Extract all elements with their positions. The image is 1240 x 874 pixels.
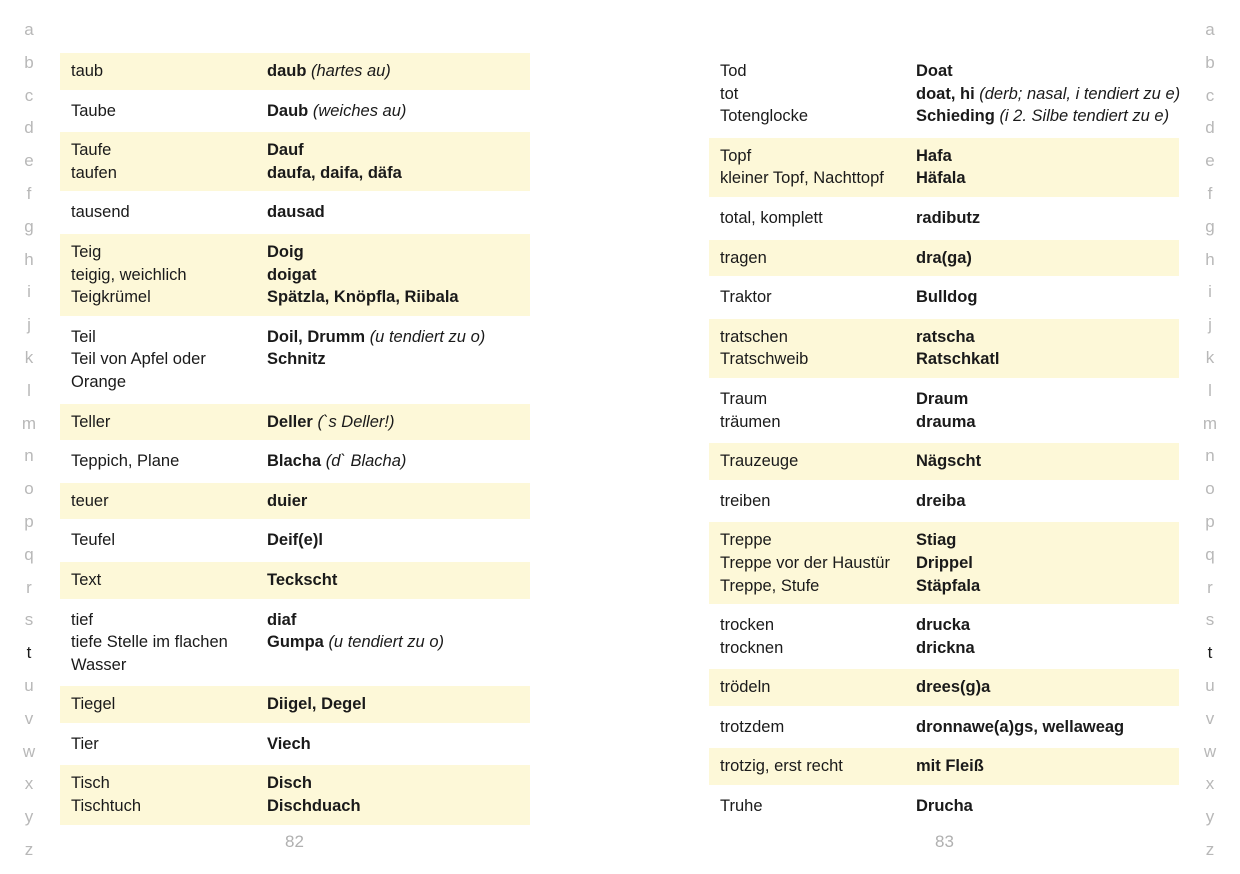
dialect-word: Diigel, Degel bbox=[267, 695, 367, 714]
german-word: Tod bbox=[720, 62, 747, 80]
dialect-translation bbox=[916, 207, 980, 230]
index-letter-e: e bbox=[1205, 151, 1215, 171]
index-letter-b: b bbox=[24, 52, 34, 72]
german-word: Teigkrümel bbox=[71, 288, 151, 307]
dialect-word: Doat bbox=[916, 62, 953, 80]
dialect-translation bbox=[267, 201, 325, 224]
entry-line bbox=[720, 247, 1168, 270]
german-word: Teil von Apfel oder bbox=[71, 350, 206, 369]
index-letter-o: o bbox=[24, 479, 34, 499]
dictionary-entry bbox=[60, 765, 530, 824]
dictionary-entry bbox=[60, 234, 530, 316]
dialect-translation bbox=[267, 241, 304, 264]
german-word: Teppich, Plane bbox=[71, 452, 180, 471]
dialect-word: Doig bbox=[267, 242, 304, 261]
dictionary-entry bbox=[60, 562, 530, 599]
entry-line bbox=[71, 529, 519, 552]
index-letter-p: p bbox=[24, 511, 34, 531]
dialect-word: Dauf bbox=[267, 141, 304, 160]
dictionary-entry bbox=[709, 200, 1179, 237]
index-letter-h: h bbox=[1205, 249, 1215, 269]
entry-line bbox=[71, 60, 519, 83]
entry-line bbox=[720, 83, 1181, 106]
dictionary-entry bbox=[709, 319, 1179, 378]
german-word: total, komplett bbox=[720, 208, 823, 227]
dictionary-entry bbox=[709, 381, 1179, 440]
entry-line bbox=[71, 411, 519, 434]
entry-line bbox=[71, 286, 519, 309]
entry-line bbox=[720, 105, 1168, 128]
index-letter-y: y bbox=[1205, 807, 1215, 827]
entry-line bbox=[720, 614, 1168, 637]
dictionary-entry bbox=[709, 53, 1179, 135]
index-letter-o: o bbox=[1205, 479, 1215, 499]
dictionary-entry bbox=[709, 443, 1179, 480]
entry-line bbox=[720, 411, 1168, 434]
dialect-word: Teckscht bbox=[267, 570, 338, 589]
page-number-right: 83 bbox=[935, 832, 954, 851]
index-letter-e: e bbox=[24, 151, 34, 171]
index-letter-s: s bbox=[1205, 610, 1215, 630]
dialect-word: daub bbox=[267, 62, 307, 80]
dialect-translation bbox=[267, 326, 485, 349]
german-word: Teig bbox=[71, 242, 102, 261]
index-letter-n: n bbox=[24, 446, 34, 466]
dialect-translation bbox=[916, 60, 953, 83]
entry-line bbox=[720, 676, 1168, 699]
pronunciation-note: (d` Blacha) bbox=[325, 452, 407, 471]
pronunciation-note: (hartes au) bbox=[311, 62, 391, 80]
german-word: trotzig, erst recht bbox=[720, 757, 843, 776]
dialect-translation bbox=[916, 795, 973, 818]
dialect-word: Spätzla, Knöpfla, Riibala bbox=[267, 288, 459, 307]
index-letter-v: v bbox=[1205, 708, 1215, 728]
dialect-translation bbox=[267, 733, 311, 756]
german-word: Treppe, Stufe bbox=[720, 576, 820, 595]
entry-line bbox=[720, 575, 1168, 598]
entry-line bbox=[71, 450, 519, 473]
dialect-word: Daub bbox=[267, 101, 309, 120]
dialect-translation bbox=[916, 676, 990, 699]
dialect-translation bbox=[267, 100, 406, 123]
dialect-word: drauma bbox=[916, 412, 976, 431]
german-word: treiben bbox=[720, 491, 771, 510]
dialect-word: mit Fleiß bbox=[916, 757, 984, 776]
german-word: tragen bbox=[720, 248, 767, 267]
dialect-word: drucka bbox=[916, 616, 971, 635]
index-letter-t: t bbox=[1207, 643, 1213, 663]
dialect-translation bbox=[916, 145, 952, 168]
dialect-word: Gumpa bbox=[267, 633, 324, 652]
entry-line bbox=[720, 207, 1168, 230]
dictionary-entry bbox=[709, 279, 1179, 316]
dialect-word: drees(g)a bbox=[916, 678, 991, 697]
dialect-word: Doil, Drumm bbox=[267, 327, 366, 346]
dictionary-entry bbox=[60, 404, 530, 441]
pronunciation-note: (u tendiert zu o) bbox=[369, 327, 486, 346]
dialect-translation bbox=[916, 286, 977, 309]
dialect-translation bbox=[916, 575, 980, 598]
dialect-translation bbox=[916, 105, 1169, 128]
entry-line bbox=[71, 139, 519, 162]
dialect-word: Bulldog bbox=[916, 288, 978, 307]
index-letter-i: i bbox=[1208, 282, 1212, 302]
dialect-translation bbox=[916, 388, 968, 411]
index-letter-r: r bbox=[26, 577, 32, 597]
dictionary-entry bbox=[60, 443, 530, 480]
dictionary-entry bbox=[60, 483, 530, 520]
pronunciation-note: (u tendiert zu o) bbox=[328, 633, 444, 652]
left-page-entries bbox=[60, 53, 530, 828]
dialect-translation bbox=[916, 552, 973, 575]
dialect-word: ratscha bbox=[916, 327, 975, 346]
entry-line bbox=[720, 450, 1168, 473]
dialect-word: daufa, daifa, däfa bbox=[267, 163, 402, 182]
dialect-word: Schnitz bbox=[267, 350, 326, 369]
right-page-entries bbox=[709, 53, 1179, 828]
index-letter-a: a bbox=[24, 20, 34, 39]
index-letter-x: x bbox=[24, 774, 34, 794]
entry-line bbox=[720, 490, 1168, 513]
german-word: Traktor bbox=[720, 288, 772, 307]
dialect-translation bbox=[916, 167, 966, 190]
entry-line bbox=[720, 60, 1168, 83]
german-word: Treppe vor der Haustür bbox=[720, 553, 890, 572]
index-letter-m: m bbox=[21, 413, 37, 433]
dialect-word: doat, hi bbox=[916, 84, 975, 103]
index-letter-n: n bbox=[1205, 446, 1215, 466]
index-letter-r: r bbox=[1207, 577, 1213, 597]
german-word: Text bbox=[71, 570, 102, 589]
dialect-word: Drucha bbox=[916, 797, 973, 816]
entry-line bbox=[720, 755, 1168, 778]
dialect-word: Dischduach bbox=[267, 797, 361, 816]
dictionary-entry bbox=[60, 319, 530, 401]
german-word: Teller bbox=[71, 412, 111, 431]
index-letter-c: c bbox=[24, 85, 34, 105]
german-word: taub bbox=[71, 62, 104, 80]
index-letter-k: k bbox=[24, 347, 34, 367]
dialect-word: dronnawe(a)gs, wellaweag bbox=[916, 717, 1125, 736]
dialect-word: Deller bbox=[267, 412, 313, 431]
german-word: Tisch bbox=[71, 774, 110, 793]
german-word: Wasser bbox=[71, 655, 127, 674]
pronunciation-note: (derb; nasal, i tendiert zu e) bbox=[979, 84, 1181, 103]
dialect-word: dra(ga) bbox=[916, 248, 972, 267]
entry-line bbox=[720, 716, 1168, 739]
dictionary-entry bbox=[60, 726, 530, 763]
dictionary-entry bbox=[60, 602, 530, 684]
entry-line bbox=[71, 609, 519, 632]
dialect-translation bbox=[267, 139, 304, 162]
entry-line bbox=[71, 631, 519, 654]
index-letter-v: v bbox=[24, 708, 34, 728]
index-letter-z: z bbox=[1205, 839, 1215, 859]
entry-line bbox=[71, 693, 519, 716]
dialect-word: Ratschkatl bbox=[916, 350, 1000, 369]
dialect-word: Stiag bbox=[916, 531, 957, 550]
index-letter-d: d bbox=[1205, 118, 1215, 138]
index-letter-l: l bbox=[1208, 380, 1212, 400]
german-word: Taube bbox=[71, 101, 116, 120]
entry-line bbox=[71, 100, 519, 123]
entry-line bbox=[720, 326, 1168, 349]
dictionary-entry bbox=[60, 53, 530, 90]
entry-line bbox=[71, 490, 519, 513]
entry-line bbox=[720, 348, 1168, 371]
entry-line bbox=[720, 167, 1168, 190]
index-letter-p: p bbox=[1205, 511, 1215, 531]
dialect-word: dreiba bbox=[916, 491, 966, 510]
dialect-word: radibutz bbox=[916, 208, 981, 227]
german-word: trocken bbox=[720, 616, 775, 635]
dialect-word: Deif(e)l bbox=[267, 531, 323, 550]
dialect-translation bbox=[267, 450, 406, 473]
german-word: Topf bbox=[720, 146, 752, 165]
german-word: tausend bbox=[71, 203, 130, 222]
pronunciation-note: (i 2. Silbe tendiert zu e) bbox=[999, 107, 1170, 126]
dictionary-entry bbox=[60, 686, 530, 723]
entry-line bbox=[720, 388, 1168, 411]
entry-line bbox=[71, 654, 519, 677]
entry-line bbox=[71, 326, 519, 349]
pronunciation-note: (`s Deller!) bbox=[317, 412, 395, 431]
dialect-translation bbox=[267, 60, 391, 83]
entry-line bbox=[71, 733, 519, 756]
german-word: Traum bbox=[720, 389, 768, 408]
german-word: Teufel bbox=[71, 531, 116, 550]
dictionary-entry bbox=[60, 194, 530, 231]
index-letter-x: x bbox=[1205, 774, 1215, 794]
dialect-translation bbox=[267, 411, 394, 434]
german-word: taufen bbox=[71, 163, 117, 182]
index-letter-i: i bbox=[27, 282, 31, 302]
dialect-translation bbox=[267, 529, 323, 552]
german-word: träumen bbox=[720, 412, 781, 431]
index-letter-m: m bbox=[1202, 413, 1218, 433]
dictionary-entry bbox=[709, 709, 1179, 746]
index-letter-w: w bbox=[1203, 741, 1217, 761]
german-word: Tiegel bbox=[71, 695, 116, 714]
dialect-word: Blacha bbox=[267, 452, 322, 471]
dialect-translation bbox=[267, 631, 444, 654]
entry-line bbox=[720, 795, 1168, 818]
dialect-translation bbox=[916, 348, 999, 371]
german-word: tiefe Stelle im flachen bbox=[71, 633, 228, 652]
pronunciation-note: (weiches au) bbox=[312, 101, 407, 120]
entry-line bbox=[71, 162, 519, 185]
dialect-translation bbox=[267, 609, 296, 632]
index-letter-u: u bbox=[24, 675, 34, 695]
entry-line bbox=[720, 286, 1168, 309]
entry-line bbox=[71, 241, 519, 264]
entry-line bbox=[71, 795, 519, 818]
index-letter-b: b bbox=[1205, 52, 1215, 72]
dictionary-entry bbox=[709, 138, 1179, 197]
dialect-word: Draum bbox=[916, 389, 969, 408]
dialect-translation bbox=[267, 264, 317, 287]
alphabet-index-left bbox=[19, 14, 39, 867]
index-letter-g: g bbox=[24, 216, 34, 236]
german-word: Tischtuch bbox=[71, 797, 141, 816]
dialect-word: doigat bbox=[267, 265, 317, 284]
entry-line bbox=[720, 637, 1168, 660]
entry-line bbox=[71, 772, 519, 795]
german-word: teuer bbox=[71, 491, 109, 510]
dialect-translation bbox=[267, 490, 307, 513]
index-letter-j: j bbox=[1208, 315, 1212, 335]
index-letter-z: z bbox=[24, 839, 34, 859]
german-word: tot bbox=[720, 84, 739, 103]
dictionary-entry bbox=[709, 788, 1179, 825]
dialect-translation bbox=[267, 795, 361, 818]
german-word: Taufe bbox=[71, 141, 112, 160]
dictionary-entry bbox=[709, 669, 1179, 706]
page-number-left: 82 bbox=[285, 832, 304, 851]
german-word: tief bbox=[71, 610, 94, 629]
index-letter-l: l bbox=[27, 380, 31, 400]
dialect-word: Schieding bbox=[916, 107, 995, 126]
dialect-word: Disch bbox=[267, 774, 312, 793]
german-word: Teil bbox=[71, 327, 96, 346]
dialect-word: dausad bbox=[267, 203, 325, 222]
entry-line bbox=[71, 201, 519, 224]
dialect-word: Hafa bbox=[916, 146, 952, 165]
dialect-translation bbox=[916, 490, 966, 513]
german-word: Trauzeuge bbox=[720, 452, 799, 471]
index-letter-t: t bbox=[26, 643, 32, 663]
dialect-word: drickna bbox=[916, 638, 975, 657]
german-word: Tier bbox=[71, 734, 99, 753]
index-letter-u: u bbox=[1205, 675, 1215, 695]
german-word: Orange bbox=[71, 372, 127, 391]
dialect-word: diaf bbox=[267, 610, 297, 629]
german-word: kleiner Topf, Nachttopf bbox=[720, 169, 884, 188]
alphabet-index-right bbox=[1200, 14, 1220, 867]
dialect-translation bbox=[916, 755, 984, 778]
dialect-translation bbox=[267, 348, 326, 371]
dialect-word: Drippel bbox=[916, 553, 973, 572]
index-letter-c: c bbox=[1205, 85, 1215, 105]
dialect-translation bbox=[916, 529, 956, 552]
dialect-translation bbox=[916, 614, 970, 637]
dialect-translation bbox=[916, 637, 975, 660]
dictionary-entry bbox=[709, 483, 1179, 520]
dictionary-entry bbox=[709, 748, 1179, 785]
entry-line bbox=[71, 348, 519, 371]
entry-line bbox=[720, 552, 1168, 575]
dictionary-entry bbox=[60, 132, 530, 191]
dialect-translation bbox=[267, 569, 337, 592]
dialect-translation bbox=[916, 450, 981, 473]
dialect-translation bbox=[267, 162, 402, 185]
german-word: teigig, weichlich bbox=[71, 265, 187, 284]
dialect-word: Stäpfala bbox=[916, 576, 981, 595]
dialect-word: Häfala bbox=[916, 169, 966, 188]
index-letter-a: a bbox=[1205, 20, 1215, 39]
dialect-translation bbox=[267, 693, 366, 716]
index-letter-j: j bbox=[27, 315, 31, 335]
dialect-translation bbox=[916, 411, 976, 434]
index-letter-g: g bbox=[1205, 216, 1215, 236]
index-letter-q: q bbox=[1205, 544, 1215, 564]
dictionary-entry bbox=[60, 522, 530, 559]
index-letter-y: y bbox=[24, 807, 34, 827]
german-word: trocknen bbox=[720, 638, 784, 657]
index-letter-w: w bbox=[22, 741, 36, 761]
dialect-translation bbox=[916, 83, 1180, 106]
dictionary-entry bbox=[60, 93, 530, 130]
index-letter-f: f bbox=[26, 183, 32, 203]
german-word: tratschen bbox=[720, 327, 788, 346]
index-letter-d: d bbox=[24, 118, 34, 138]
dialect-translation bbox=[267, 772, 312, 795]
dialect-translation bbox=[916, 716, 1124, 739]
dialect-word: Nägscht bbox=[916, 452, 982, 471]
index-letter-f: f bbox=[1207, 183, 1213, 203]
entry-line bbox=[71, 569, 519, 592]
dialect-word: Viech bbox=[267, 734, 311, 753]
german-word: Totenglocke bbox=[720, 107, 809, 126]
index-letter-q: q bbox=[24, 544, 34, 564]
entry-line bbox=[71, 264, 519, 287]
german-word: Truhe bbox=[720, 797, 763, 816]
index-letter-h: h bbox=[24, 249, 34, 269]
index-letter-s: s bbox=[24, 610, 34, 630]
entry-line bbox=[720, 529, 1168, 552]
german-word: Treppe bbox=[720, 531, 772, 550]
entry-line bbox=[720, 145, 1168, 168]
dictionary-entry bbox=[709, 240, 1179, 277]
dictionary-entry bbox=[709, 607, 1179, 666]
dialect-word: duier bbox=[267, 491, 308, 510]
index-letter-k: k bbox=[1205, 347, 1215, 367]
german-word: trödeln bbox=[720, 678, 771, 697]
dialect-translation bbox=[916, 247, 972, 270]
german-word: trotzdem bbox=[720, 717, 785, 736]
dialect-translation bbox=[916, 326, 975, 349]
dialect-translation bbox=[267, 286, 459, 309]
german-word: Tratschweib bbox=[720, 350, 809, 369]
entry-line bbox=[71, 371, 519, 394]
dictionary-entry bbox=[709, 522, 1179, 604]
